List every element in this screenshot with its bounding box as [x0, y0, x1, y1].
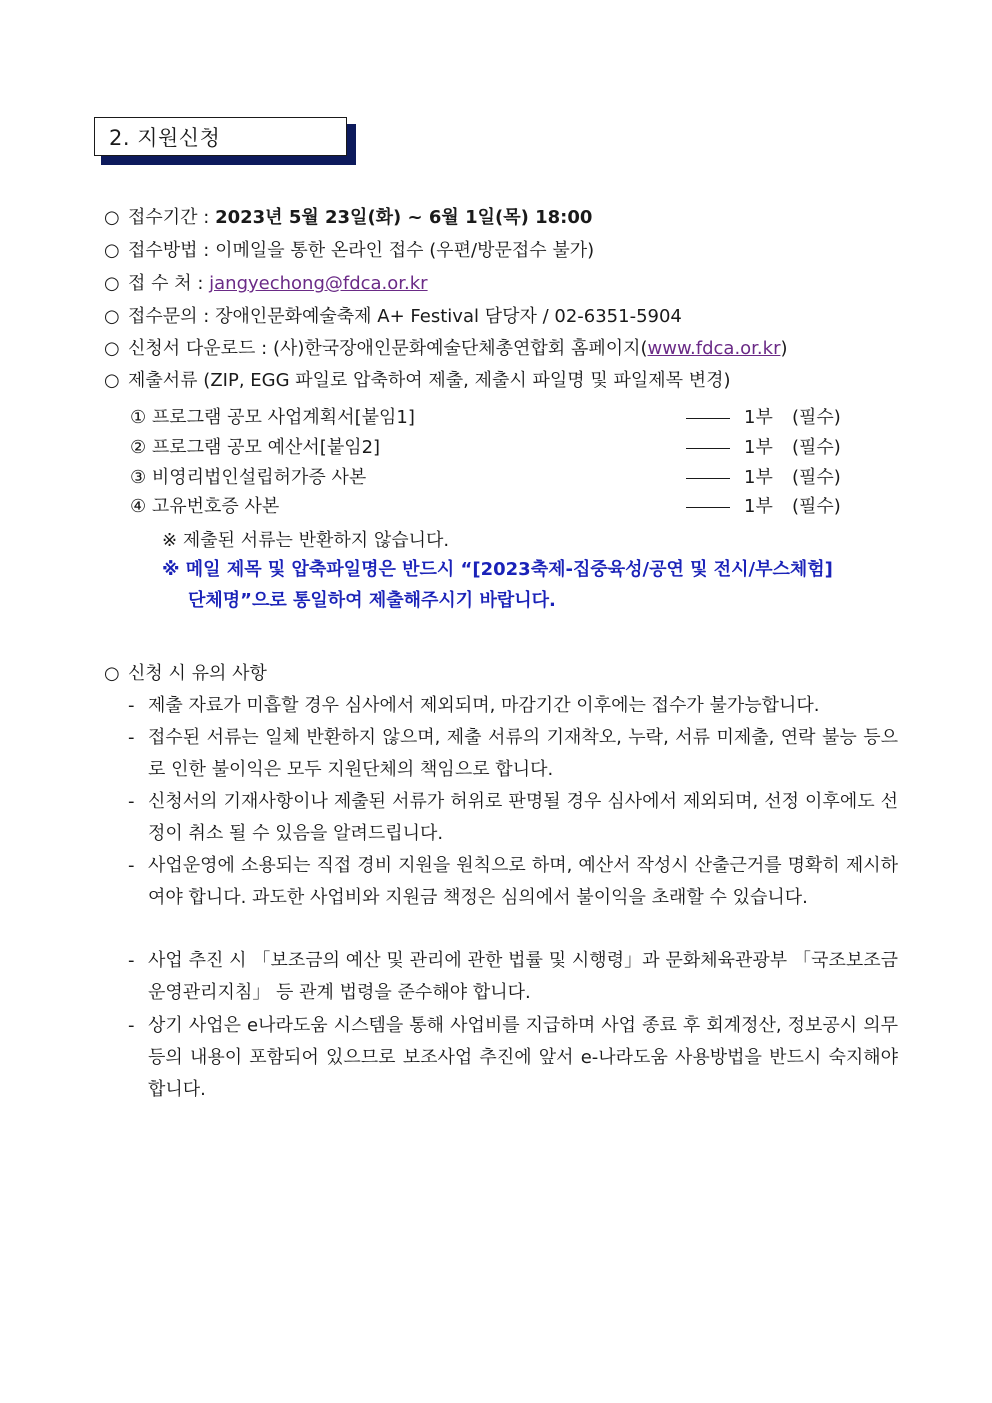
- leader-line: [686, 418, 730, 419]
- caution-dash: -: [128, 727, 135, 748]
- circle-bullet: ○: [104, 273, 120, 294]
- item-download: [104, 337, 788, 361]
- cautions-title: [104, 662, 267, 686]
- item-sep: :: [197, 240, 216, 261]
- caution-item: 상기 사업은 e나라도움 시스템을 통해 사업비를 지급하며 사업 종료 후 회계정산, 정보공시 의무 등의 내용이 포함되어 있으므로 보조사업 추진에 앞서 e-나라도움 사용방법을 반드시 숙지해야 합니다.: [148, 1015, 898, 1100]
- document-name: ③ 비영리법인설립허가증 사본: [130, 467, 367, 488]
- item-value: 이메일을 통한 온라인 접수 (우편/방문접수 불가): [215, 240, 595, 261]
- item-label: 신청서 다운로드: [128, 338, 256, 359]
- circle-bullet: ○: [104, 370, 120, 391]
- caution-dash: -: [128, 695, 135, 716]
- note-text: 제출된 서류는 반환하지 않습니다.: [182, 530, 450, 551]
- caution-dash: -: [128, 950, 135, 971]
- leader-line: [686, 478, 730, 479]
- item-value: (ZIP, EGG 파일로 압축하여 제출, 제출시 파일명 및 파일제목 변경): [203, 370, 731, 391]
- document-count: 1부: [744, 437, 773, 458]
- caution-item: 사업 추진 시 「보조금의 예산 및 관리에 관한 법률 및 시행령」과 문화체육관광부 「국조보조금 운영관리지침」 등 관계 법령을 준수해야 합니다.: [148, 950, 898, 1003]
- document-required: (필수): [792, 496, 841, 517]
- document-required: (필수): [792, 467, 841, 488]
- item-label: 접 수 처: [128, 273, 192, 294]
- circle-bullet: ○: [104, 306, 120, 327]
- item-sep: :: [191, 273, 210, 294]
- document-required: (필수): [792, 407, 841, 428]
- item-label: 접수기간: [128, 207, 198, 228]
- note-mark: ※: [162, 559, 180, 580]
- note-mark: ※: [162, 530, 178, 551]
- item-reception-period: [104, 206, 592, 230]
- website-link[interactable]: www.fdca.or.kr: [647, 338, 781, 359]
- heading-box: [94, 117, 347, 156]
- item-inquiry: [104, 305, 682, 329]
- document-count: 1부: [744, 496, 773, 517]
- note-text: 메일 제목 및 압축파일명은 반드시 “[2023축제-집중육성/공연 및 전시/부스체험]: [185, 559, 833, 580]
- document-required: (필수): [792, 437, 841, 458]
- item-label: 접수방법: [128, 240, 198, 261]
- circle-bullet: ○: [104, 207, 120, 228]
- caution-dash: -: [128, 855, 135, 876]
- email-link[interactable]: jangyechong@fdca.or.kr: [209, 273, 428, 294]
- document-name: ① 프로그램 공모 사업계획서[붙임1]: [130, 407, 415, 428]
- item-label: 접수문의: [128, 306, 198, 327]
- heading-title: 2. 지원신청: [109, 125, 221, 150]
- caution-item: 제출 자료가 미흡할 경우 심사에서 제외되며, 마감기간 이후에는 접수가 불가능합니다.: [148, 695, 820, 716]
- leader-line: [686, 507, 730, 508]
- note-return: [162, 529, 449, 553]
- document-count: 1부: [744, 467, 773, 488]
- item-label: 제출서류: [128, 370, 198, 391]
- item-value-post: ): [780, 338, 788, 359]
- caution-item: 접수된 서류는 일체 반환하지 않으며, 제출 서류의 기재착오, 누락, 서류 미제출, 연락 불능 등으로 인한 불이익은 모두 지원단체의 책임으로 합니다.: [148, 727, 898, 780]
- item-reception-method: [104, 239, 594, 263]
- item-reception-address: [104, 272, 428, 296]
- caution-item: 사업운영에 소용되는 직접 경비 지원을 원칙으로 하며, 예산서 작성시 산출근거를 명확히 제시하여야 합니다. 과도한 사업비와 지원금 책정은 심의에서 불이익을 초래할 수 있습니다.: [148, 855, 898, 908]
- item-value: 장애인문화예술축제 A+ Festival 담당자 / 02-6351-5904: [215, 306, 682, 327]
- circle-bullet: ○: [104, 663, 120, 684]
- item-value-pre: (사)한국장애인문화예술단체총연합회 홈페이지(: [272, 338, 648, 359]
- section-heading: [94, 117, 356, 165]
- leader-line: [686, 448, 730, 449]
- item-documents: [104, 369, 731, 393]
- caution-dash: -: [128, 1015, 135, 1036]
- document-count: 1부: [744, 407, 773, 428]
- caution-item: 신청서의 기재사항이나 제출된 서류가 허위로 판명될 경우 심사에서 제외되며, 선정 이후에도 선정이 취소 될 수 있음을 알려드립니다.: [148, 791, 898, 844]
- cautions-title-text: 신청 시 유의 사항: [128, 663, 267, 684]
- item-sep: :: [197, 207, 216, 228]
- circle-bullet: ○: [104, 240, 120, 261]
- item-sep: :: [197, 306, 216, 327]
- item-value: 2023년 5월 23일(화) ~ 6월 1일(목) 18:00: [215, 207, 593, 228]
- item-sep: :: [255, 338, 273, 359]
- document-name: ② 프로그램 공모 예산서[붙임2]: [130, 437, 381, 458]
- circle-bullet: ○: [104, 338, 120, 359]
- document-name: ④ 고유번호증 사본: [130, 496, 280, 517]
- note-file-naming-cont: 단체명”으로 통일하여 제출해주시기 바랍니다.: [188, 590, 556, 611]
- caution-dash: -: [128, 791, 135, 812]
- note-file-naming: [162, 558, 833, 582]
